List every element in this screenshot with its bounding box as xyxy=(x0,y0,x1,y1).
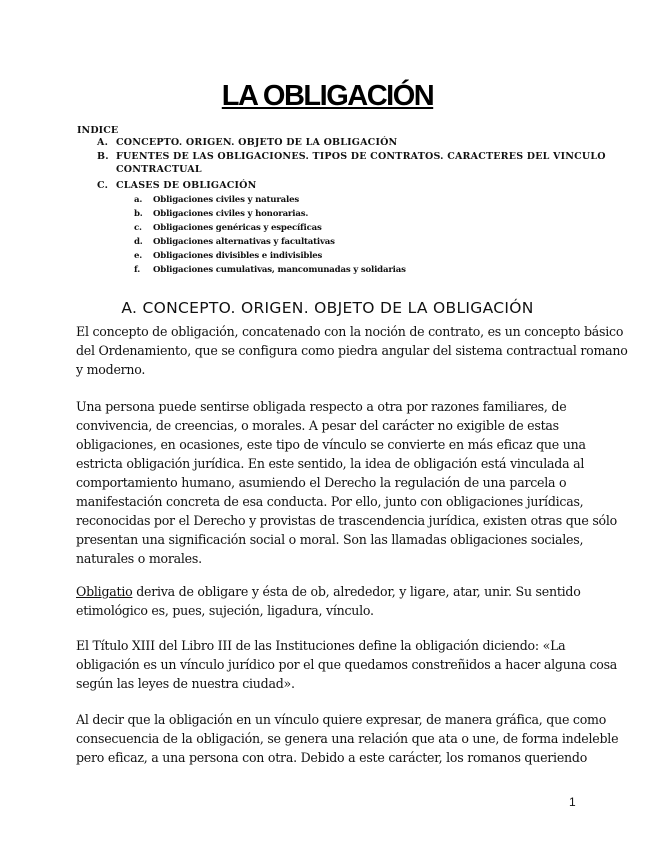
paragraph-line: naturales o morales. xyxy=(76,551,202,566)
toc-text: CONCEPTO. ORIGEN. OBJETO DE LA OBLIGACIÓN xyxy=(116,137,398,148)
paragraph-line: Al decir que la obligación en un vínculo quiere expresar, de manera gráfica, que como xyxy=(76,712,607,727)
paragraph-line: etimológico es, pues, sujeción, ligadura, vínculo. xyxy=(76,603,374,618)
paragraph-2 xyxy=(76,397,617,568)
toc-subtext: Obligaciones civiles y honorarias. xyxy=(153,209,309,219)
paragraph-line: estricta obligación jurídica. En este sentido, la idea de obligación está vinculada al xyxy=(76,456,585,471)
paragraph-line: obligaciones, en ocasiones, este tipo de vínculo se convierte en más eficaz que una xyxy=(76,437,586,452)
paragraph-line: presentan una significación social o moral. Son las llamadas obligaciones sociales, xyxy=(76,532,584,547)
paragraph-line: del Ordenamiento, que se configura como piedra angular del sistema contractual romano xyxy=(76,343,628,358)
paragraph-3 xyxy=(76,582,586,620)
toc-submarker: d. xyxy=(134,237,143,247)
paragraph-line: El Título XIII del Libro III de las Instituciones define la obligación diciendo: «La xyxy=(76,638,566,653)
toc-marker: B. xyxy=(97,151,109,162)
paragraph-text: deriva de obligare y ésta de ob, alrededor, y ligare, atar, unir. Su sentido xyxy=(132,584,581,599)
toc-subtext: Obligaciones cumulativas, mancomunadas y solidarias xyxy=(153,265,406,275)
paragraph-line: consecuencia de la obligación, se genera una relación que ata o une, de forma indeleble xyxy=(76,731,619,746)
paragraph-5 xyxy=(76,710,619,767)
toc-submarker: f. xyxy=(134,265,140,275)
underlined-term: Obligatio xyxy=(76,584,133,599)
paragraph-line: convivencia, de creencias, o morales. A pesar del carácter no exigible de estas xyxy=(76,418,559,433)
toc-text: CLASES DE OBLIGACIÓN xyxy=(116,180,257,191)
toc-subtext: Obligaciones divisibles e indivisibles xyxy=(153,251,323,261)
toc-text: CONTRACTUAL xyxy=(116,164,202,175)
paragraph-line: pero eficaz, a una persona con otra. Debido a este carácter, los romanos queriendo xyxy=(76,750,588,765)
toc-subtext: Obligaciones alternativas y facultativas xyxy=(153,237,335,247)
paragraph-line: obligación es un vínculo jurídico por el que quedamos constreñidos a hacer alguna cosa xyxy=(76,657,618,672)
paragraph-1 xyxy=(76,322,628,379)
paragraph-line xyxy=(76,582,586,601)
toc-text: FUENTES DE LAS OBLIGACIONES. TIPOS DE CONTRATOS. CARACTERES DEL VINCULO xyxy=(116,151,606,162)
paragraph-line: y moderno. xyxy=(76,362,146,377)
paragraph-line: reconocidas por el Derecho y provistas de trascendencia jurídica, existen otras que sólo xyxy=(76,513,617,528)
paragraph-line: Una persona puede sentirse obligada respecto a otra por razones familiares, de xyxy=(76,399,567,414)
page-title: LA OBLIGACIÓN xyxy=(221,80,434,112)
paragraph-line: comportamiento humano, asumiendo el Derecho la regulación de una parcela o xyxy=(76,475,567,490)
toc-subtext: Obligaciones civiles y naturales xyxy=(153,195,299,205)
toc-submarker: c. xyxy=(134,223,142,233)
toc-subtext: Obligaciones genéricas y específicas xyxy=(153,223,322,233)
paragraph-line: según las leyes de nuestra ciudad». xyxy=(76,676,295,691)
page-number: 1 xyxy=(569,795,576,809)
index-label: INDICE xyxy=(77,125,119,136)
paragraph-line: manifestación concreta de esa conducta. Por ello, junto con obligaciones jurídicas, xyxy=(76,494,584,509)
toc-marker: C. xyxy=(97,180,109,191)
toc-marker: A. xyxy=(97,137,109,148)
toc-submarker: b. xyxy=(134,209,143,219)
paragraph-line: El concepto de obligación, concatenado con la noción de contrato, es un concepto básico xyxy=(76,324,624,339)
toc-submarker: e. xyxy=(134,251,143,261)
section-heading: A. CONCEPTO. ORIGEN. OBJETO DE LA OBLIGACIÓN xyxy=(121,299,534,317)
toc-submarker: a. xyxy=(134,195,143,205)
paragraph-4 xyxy=(76,636,618,693)
